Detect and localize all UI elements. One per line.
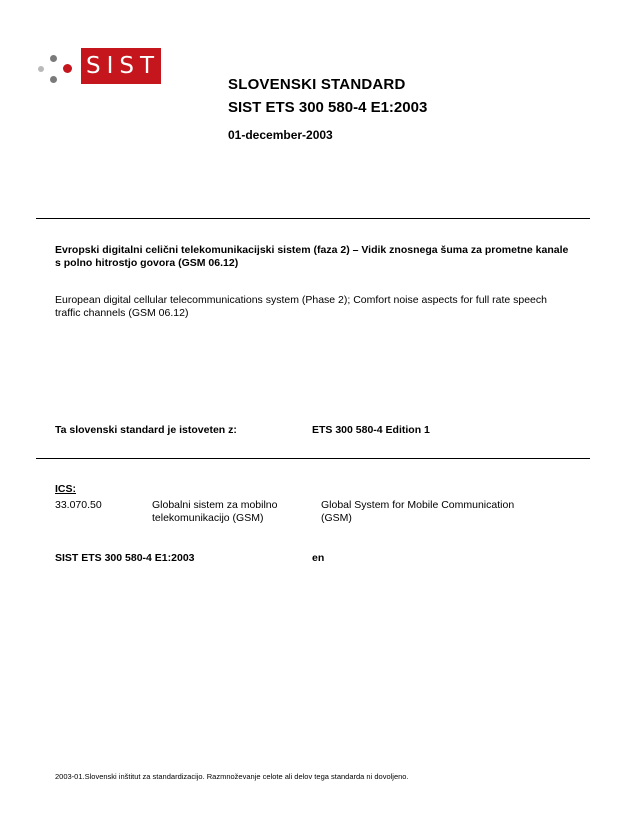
ics-description-sl: Globalni sistem za mobilno telekomunikacijo (GSM) [152, 499, 278, 524]
ics-description-en: Global System for Mobile Communication (GSM) [321, 499, 515, 524]
copyright-footer: 2003-01.Slovenski inštitut za standardizacijo. Razmnoževanje celote ali delov tega standarda ni dovoljeno. [55, 772, 409, 781]
middle-divider [36, 458, 590, 459]
ics-code: 33.070.50 [55, 499, 102, 511]
standard-number-heading: SIST ETS 300 580-4 E1:2003 [228, 99, 428, 116]
identity-label: Ta slovenski standard je istoveten z: [55, 424, 237, 436]
logo-wordmark: SIST [81, 48, 161, 84]
publication-date: 01-december-2003 [228, 128, 333, 142]
standard-type-heading: SLOVENSKI STANDARD [228, 76, 406, 93]
top-divider [36, 218, 590, 219]
ics-label: ICS: [55, 483, 76, 495]
sist-logo [36, 45, 162, 87]
reference-number: SIST ETS 300 580-4 E1:2003 [55, 552, 195, 564]
identity-value: ETS 300 580-4 Edition 1 [312, 424, 430, 436]
english-title: European digital cellular telecommunications system (Phase 2); Comfort noise aspects for full rate speech traffic channels (GSM 06.12) [55, 294, 547, 319]
four-dot-mark-icon [36, 45, 72, 85]
slovenian-title: Evropski digitalni celični telekomunikacijski sistem (faza 2) – Vidik znosnega šuma za prometne kanale s polno hitrostjo govora (GSM 06.12) [55, 244, 569, 269]
reference-language: en [312, 552, 325, 564]
